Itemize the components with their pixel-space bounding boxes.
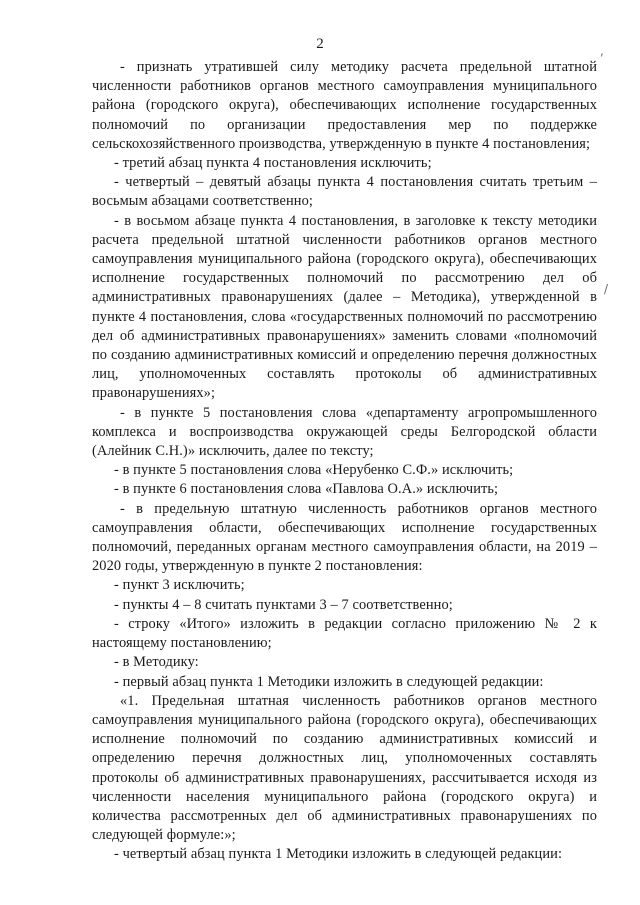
scan-mark: , [600, 44, 604, 58]
paragraph: - третий абзац пункта 4 постановления исключить; [114, 155, 432, 172]
paragraph: - в пункте 5 постановления слова «департаменту агропромышленного комплекса и воспроизводства окружающей среды Белгородской области (Алейник С.Н.)» исключить, далее по тексту; [92, 404, 597, 460]
paragraph: - в пункте 6 постановления слова «Павлова О.А.» исключить; [114, 481, 499, 498]
paragraph: - признать утратившей силу методику расчета предельной штатной численности работников органов местного самоуправления муниципального района (городского округа), обеспечивающих исполнение государственных полномочий по организации предоставления мер по поддержке сельскохозяйственного производства, утвержденную в пункте 4 постановления; [92, 59, 597, 152]
paragraph: - первый абзац пункта 1 Методики изложить в следующей редакции: [114, 673, 544, 690]
document-body [92, 58, 597, 865]
scan-mark: / [604, 282, 609, 296]
paragraph: - в пункте 5 постановления слова «Нерубенко С.Ф.» исключить; [114, 462, 514, 479]
paragraph: - пункт 3 исключить; [114, 577, 245, 594]
paragraph: - в предельную штатную численность работников органов местного самоуправления области, обеспечивающих исполнение государственных полномочий, переданных органам местного самоуправления области, на 2019 – 2020 годы, утвержденную в пункте 2 постановления: [92, 500, 597, 575]
paragraph: - строку «Итого» изложить в редакции согласно приложению № 2 к настоящему постановлению; [92, 615, 597, 652]
paragraph: «1. Предельная штатная численность работников органов местного самоуправления муниципального района (городского округа), обеспечивающих исполнение полномочий по созданию административных комиссий и определению перечня должностных лиц, уполномоченных составлять протоколы об административных правонарушениях, рассчитывается исходя из численности населения муниципального района (городского округа) и количества рассмотренных дел об административных правонарушениях по следующей формуле:»; [92, 692, 597, 844]
paragraph: - в восьмом абзаце пункта 4 постановления, в заголовке к тексту методики расчета предельной штатной численности работников органов местного самоуправления муниципального района (городского округа), обеспечивающих исполнение государственных полномочий по рассмотрению дел об административных правонарушениях (далее – Методика), утвержденной в пункте 4 постановления, слова «государственных полномочий по рассмотрению дел об административных правонарушениях» заменить словами «полномочий по созданию административных комиссий и определению перечня должностных лиц, уполномоченных составлять протоколы об административных правонарушениях»; [92, 212, 597, 402]
paragraph: - пункты 4 – 8 считать пунктами 3 – 7 соответственно; [114, 596, 453, 613]
paragraph: - четвертый абзац пункта 1 Методики изложить в следующей редакции: [114, 846, 563, 863]
page-number: 2 [316, 36, 324, 52]
paragraph: - четвертый – девятый абзацы пункта 4 постановления считать третьим – восьмым абзацами соответственно; [92, 174, 597, 210]
paragraph: - в Методику: [114, 654, 199, 671]
